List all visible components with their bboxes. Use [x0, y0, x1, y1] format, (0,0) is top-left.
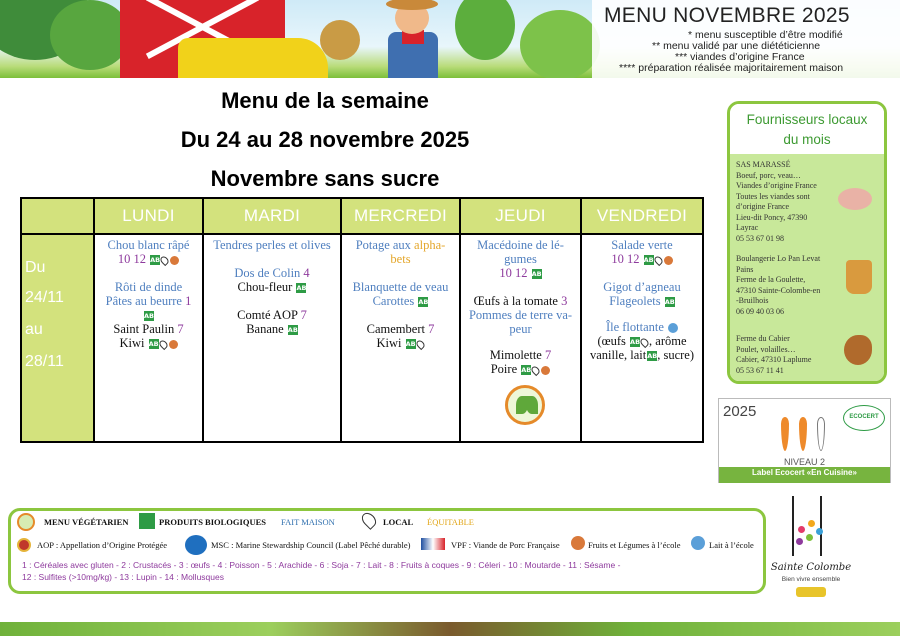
carrot-icon [799, 417, 807, 451]
milk-school-icon [668, 323, 678, 333]
dish-cheese: Camembert [366, 322, 425, 336]
day-header-mardi: MARDI [204, 199, 342, 233]
organic-icon: AB [521, 366, 532, 375]
supplier-2: Boulangerie Lo Pan Levat Pains Ferme de la Goulette, 47310 Sainte-Colombe-en -Bruilhois 06 09 40 03 06 [736, 254, 821, 316]
day-header-mercredi: MERCREDI [342, 199, 461, 233]
dish-cheese: Comté AOP [237, 308, 298, 322]
carrot-icon [817, 417, 825, 451]
legend-msc: MSC : Marine Stewardship Council (Label Pêché durable) [211, 540, 411, 550]
tree-illustration [50, 0, 130, 70]
menu-table [20, 197, 704, 443]
week-title: Menu de la semaine [221, 88, 429, 113]
fruit-school-icon [664, 256, 673, 265]
dish-starter: Tendres perles et olives [213, 238, 331, 252]
legend-organic: PRODUITS BIOLOGIQUES [159, 517, 266, 527]
tree-illustration [455, 0, 515, 60]
dish-dessert: Poire [490, 362, 518, 376]
dish-dessert: Kiwi [119, 336, 145, 350]
dish-side: Pommes de terre va- [468, 308, 573, 322]
dish-side: Flageolets [609, 294, 661, 308]
tractor-illustration [178, 38, 328, 78]
ecocert-label [718, 398, 891, 483]
carrot-icon [781, 417, 789, 451]
ecocert-label-text: Label Ecocert «En Cuisine» [719, 467, 890, 483]
day-column-vendredi: Salade verte 10 12 AB Gigot d’agneau Flageolets AB Île flottante (œufs AB , arôme vanille, laitAB, sucre) [582, 235, 702, 441]
day-header-vendredi: VENDREDI [582, 199, 702, 233]
day-column-mercredi: Potage aux alpha- bets Blanquette de veau Carottes AB Camembert 7 Kiwi AB [342, 235, 461, 441]
week-dates: Du 24 au 28 novembre 2025 [180, 127, 470, 152]
note-2: ** menu validé par une diététicienne [652, 40, 821, 52]
legend-milk: Lait à l’école [709, 540, 754, 550]
flower-label-icon [796, 587, 826, 597]
supplier-1: SAS MARASSÉ Boeuf, porc, veau… Viandes d’origine France Toutes les viandes sont d’origine France Lieu-dit Poncy, 47390 Layrac 05 53 67 01 98 [736, 160, 817, 243]
organic-icon: AB [647, 352, 658, 361]
organic-icon: AB [630, 338, 641, 347]
organic-icon: AB [531, 270, 542, 279]
organic-icon: AB [148, 340, 159, 349]
note-3: *** viandes d’origine France [675, 51, 805, 63]
ecocert-year: 2025 [723, 403, 757, 420]
dish-main: Blanquette de veau [352, 280, 449, 294]
tree-illustration [520, 10, 600, 78]
organic-icon: AB [144, 312, 154, 321]
dish-main: Œufs à la tomate [473, 294, 558, 308]
allergens-line-2: 12 : Sulfites (>10mg/kg) - 13 : Lupin - 14 : Mollusques [22, 572, 224, 582]
logo-name: Sainte Colombe [770, 562, 852, 573]
menu-month-title: MENU NOVEMBRE 2025 [604, 4, 850, 27]
legend-local: LOCAL [383, 517, 414, 527]
dish-dessert: Banane [246, 322, 284, 336]
legend-vpf: VPF : Viande de Porc Française [451, 540, 560, 550]
supplier-3: Ferme du Cabier Poulet, volailles… Cabier, 47310 Laplume 05 53 67 11 41 [736, 334, 812, 375]
milk-school-icon [691, 536, 705, 550]
note-4: **** préparation réalisée majoritairement maison [619, 62, 844, 74]
day-header-jeudi: JEUDI [461, 199, 582, 233]
fruit-school-icon [571, 536, 585, 550]
vegetarian-day-icon [505, 385, 545, 425]
dish-starter: Salade verte [611, 238, 673, 252]
fruit-school-icon [169, 340, 178, 349]
day-header-lundi: LUNDI [95, 199, 204, 233]
sainte-colombe-logo [770, 496, 850, 606]
dish-starter: Potage aux [355, 238, 411, 252]
dish-starter: Macédoine de lé- [477, 238, 564, 252]
hay-illustration [320, 20, 360, 60]
local-pin-icon [414, 338, 425, 349]
legend-aop: AOP : Appellation d’Origine Protégée [37, 540, 167, 550]
day-column-lundi: Chou blanc râpé 10 12 AB Rôti de dinde Pâtes au beurre 1 AB Saint Paulin 7 Kiwi AB [95, 235, 204, 441]
suppliers-title: Fournisseurs locaux [746, 112, 868, 127]
dish-main: Rôti de dinde [114, 280, 183, 294]
dish-starter: Chou blanc râpé [107, 238, 190, 252]
ecocert-level: NIVEAU 2 [783, 457, 825, 467]
organic-icon: AB [287, 326, 298, 335]
menu-header-row [22, 199, 702, 235]
allergens-line-1: 1 : Céréales avec gluten - 2 : Crustacés - 3 : œufs - 4 : Poisson - 5 : Arachide - 6 : Soja - 7 : Lait - 8 : Fruits à coques - 9 : Céleri - 10 : Moutarde - 11 : Sésame - [22, 560, 621, 570]
dish-side: Carottes [372, 294, 415, 308]
aop-icon [17, 538, 31, 552]
day-column-jeudi: Macédoine de lé- gumes 10 12 AB Œufs à la tomate 3 Pommes de terre va- peur Mimolette 7 Poire AB [461, 235, 582, 441]
dish-main: Gigot d’agneau [603, 280, 681, 294]
legend-fair: ÉQUITABLE [427, 517, 475, 527]
logo-tagline: Bien vivre ensemble [781, 576, 841, 583]
organic-icon: AB [643, 256, 654, 265]
top-banner [0, 0, 900, 78]
dish-side: Pâtes au beurre [105, 294, 182, 308]
pig-icon [838, 188, 872, 210]
dish-main: Dos de Colin [234, 266, 301, 280]
organic-icon: AB [150, 256, 161, 265]
dish-cheese: Saint Paulin [113, 322, 175, 336]
vpf-icon [421, 538, 445, 550]
organic-icon [139, 513, 155, 529]
local-pin-icon [159, 254, 170, 265]
note-1: * menu susceptible d’être modifié [688, 29, 843, 41]
dish-dessert: Île flottante [605, 320, 664, 334]
date-range-cell: Du 24/11 au 28/11 [22, 235, 95, 441]
local-pin-icon [359, 510, 379, 530]
legend-box [8, 508, 766, 594]
legend-homemade: FAIT MAISON [281, 517, 335, 527]
legend-vegetarian: MENU VÉGÉTARIEN [44, 517, 129, 527]
hen-icon [844, 335, 872, 365]
legend-fruits: Fruits et Légumes à l’école [588, 540, 681, 550]
day-column-mardi: Tendres perles et olives Dos de Colin 4 Chou-fleur AB Comté AOP 7 Banane AB [204, 235, 342, 441]
week-theme: Novembre sans sucre [210, 166, 440, 191]
local-pin-icon [652, 254, 663, 265]
dish-cheese: Mimolette [489, 348, 542, 362]
bread-icon [846, 260, 872, 294]
organic-icon: AB [664, 298, 675, 307]
ecocert-logo: ECOCERT [843, 405, 885, 431]
dish-dessert: Kiwi [376, 336, 402, 350]
allergen-codes: 10 12 [117, 252, 146, 266]
bottom-decoration [0, 622, 900, 636]
local-pin-icon [530, 364, 541, 375]
vegetarian-icon [17, 513, 35, 531]
local-pin-icon [157, 338, 168, 349]
church-spire-icon [792, 496, 822, 556]
dish-side: Chou-fleur [237, 280, 293, 294]
local-suppliers-panel: Fournisseurs locaux du mois SAS MARASSÉ Boeuf, porc, veau… Viandes d’origine France Toutes les viandes sont d’origine France Lieu-dit Poncy, 47390 Layrac 05 53 67 01 98 Boulangerie Lo Pan Levat Pains Ferme de la Goulette, 47310 Sainte-Colombe-en -Bruilhois 06 09 40 03 06 Ferme du Cabier Poulet, volailles… Cabier, 47310 Laplume 05 53 67 11 41 [727, 101, 887, 384]
fruit-school-icon [541, 366, 550, 375]
menu-body-row [22, 235, 702, 441]
organic-icon: AB [405, 340, 416, 349]
msc-icon [185, 535, 207, 555]
organic-icon: AB [296, 284, 307, 293]
fruit-school-icon [170, 256, 179, 265]
organic-icon: AB [418, 298, 429, 307]
